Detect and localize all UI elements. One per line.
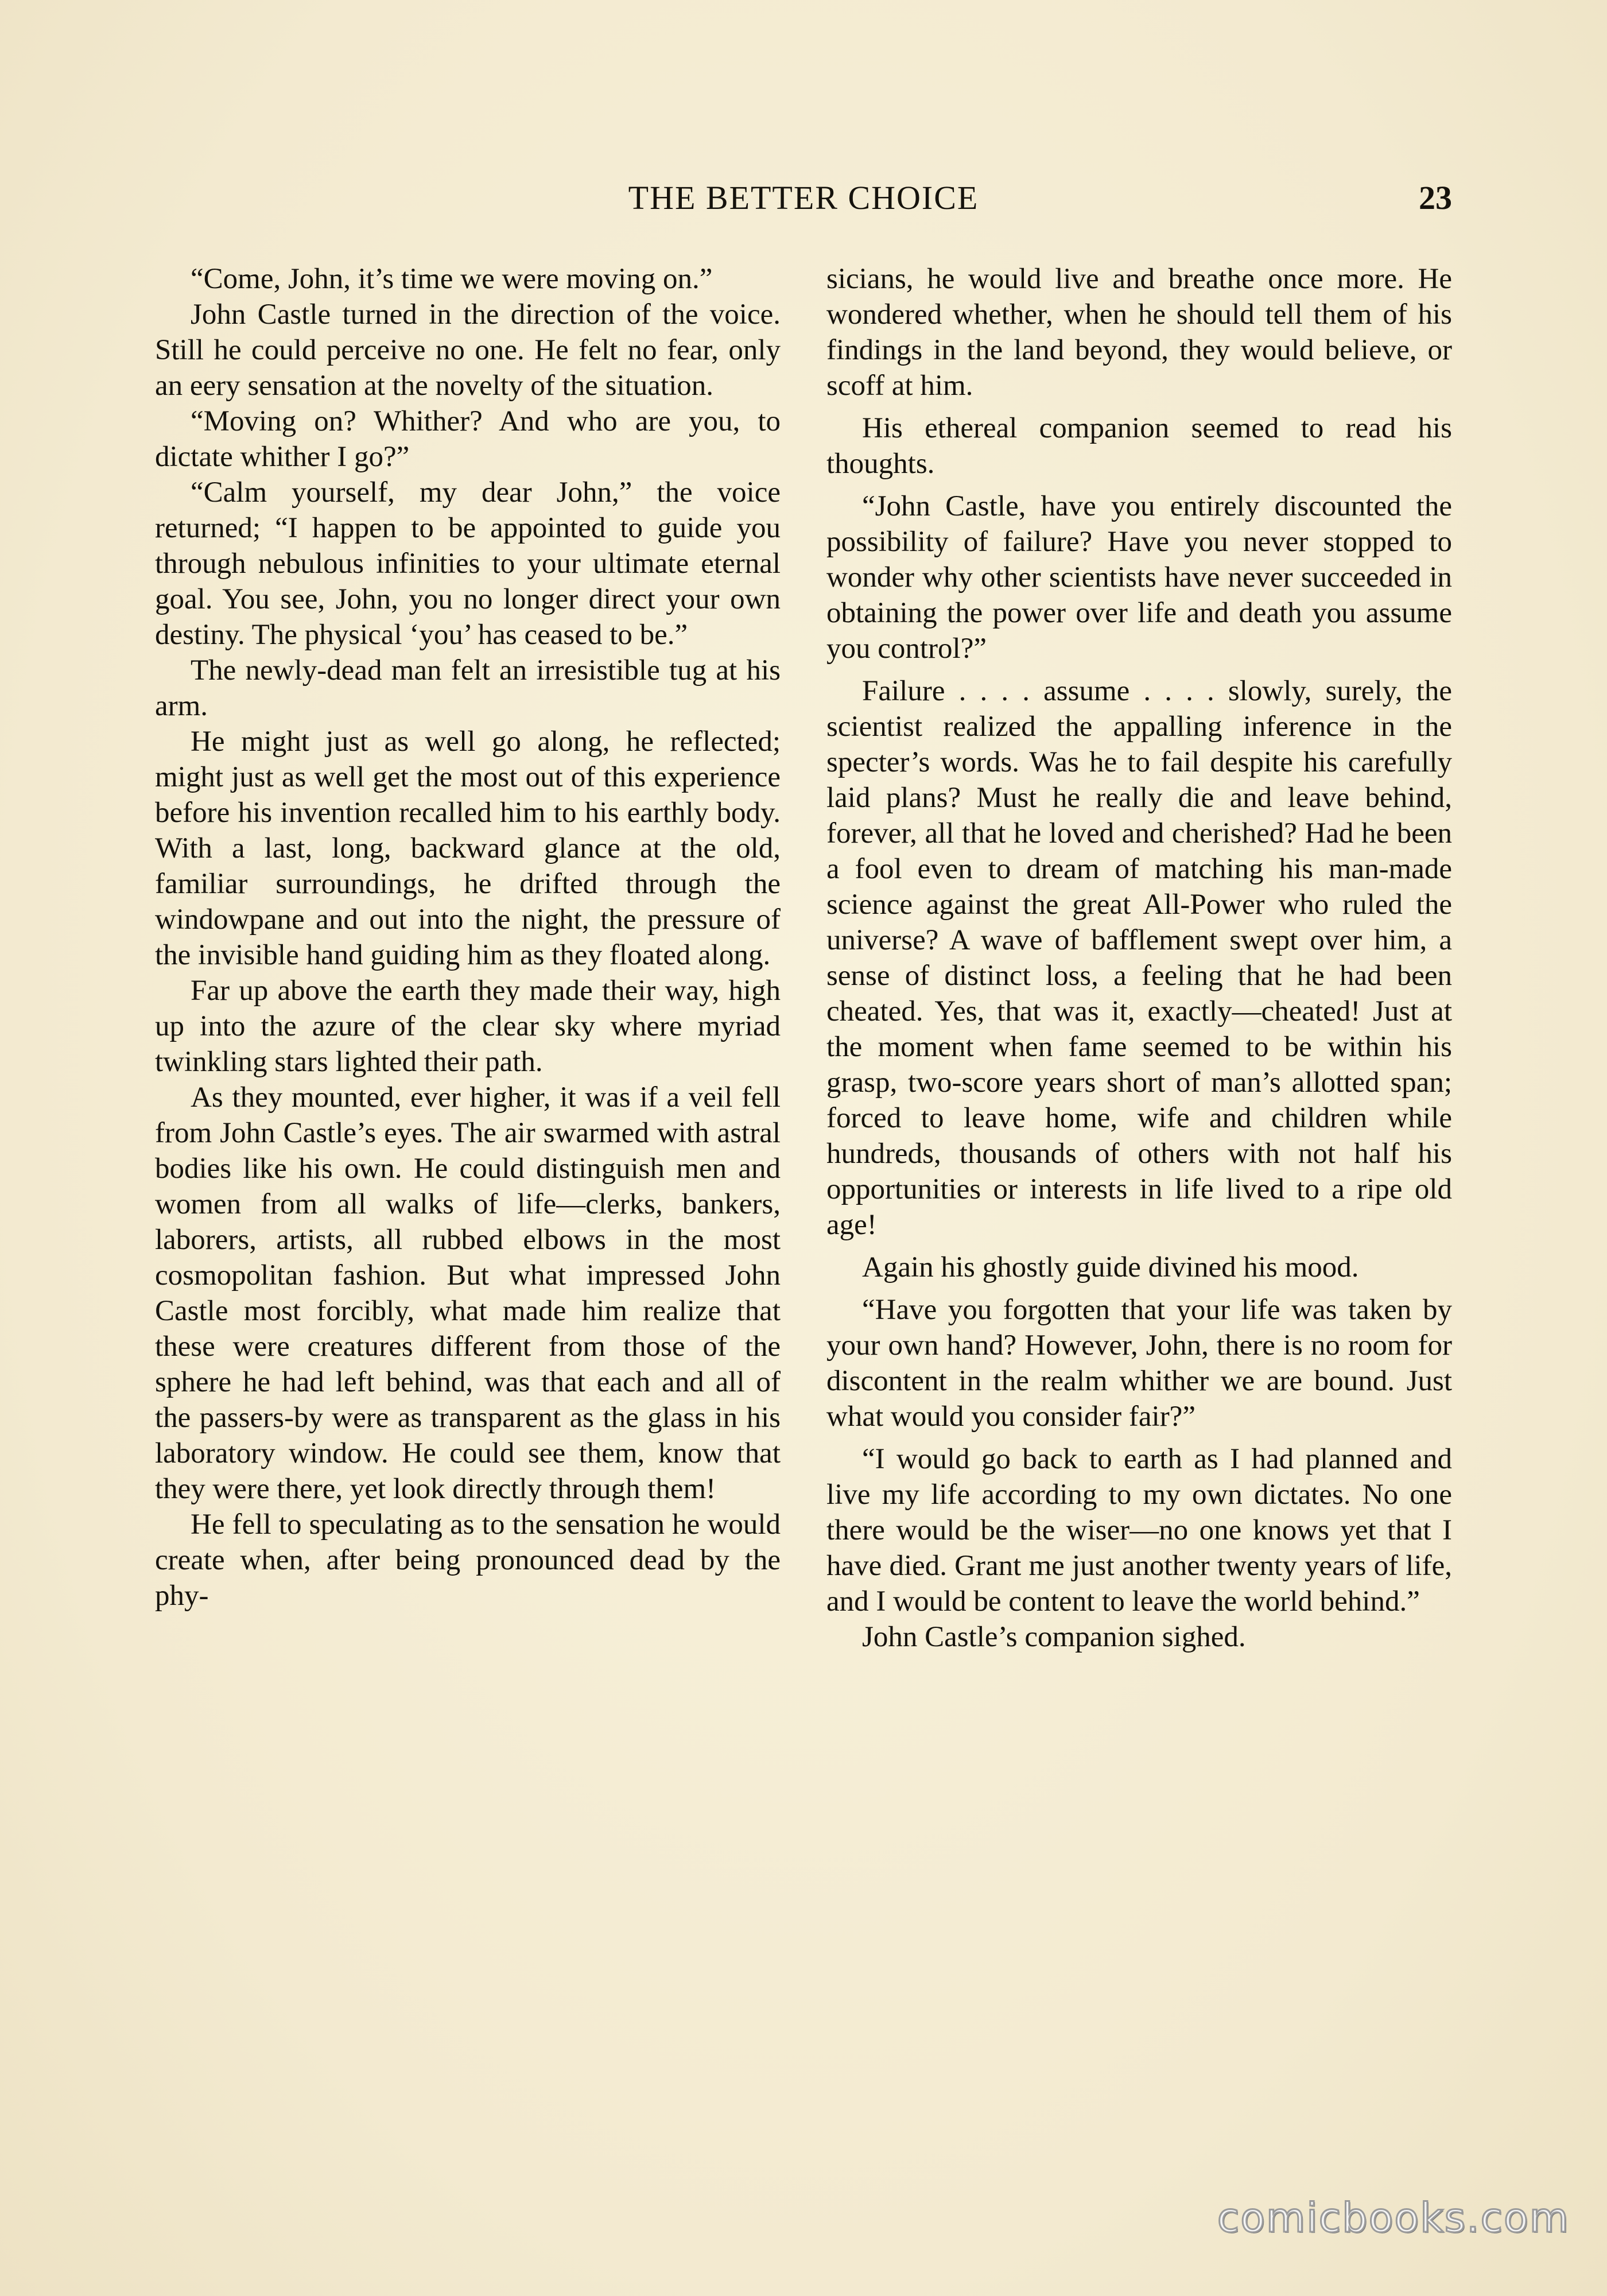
paragraph: Again his ghostly guide divined his mood. [862, 1251, 1359, 1283]
left-column [155, 261, 781, 1614]
paragraph: The newly-dead man felt an irresistible tug at his arm. [155, 654, 781, 722]
site-watermark: comicbooks.com [1217, 2194, 1570, 2241]
right-column [826, 261, 1452, 1655]
paragraph: “I would go back to earth as I had planned and live my life according to my own dictates. No one there would be the wiser—no one knows yet that I have died. Grant me just another twenty years of life, and I would be content to leave the world behind.” [826, 1443, 1452, 1618]
paragraph: He might just as well go along, he reflected; might just as well get the most out of this experience before his invention recalled him to his earthly body. With a last, long, backward glance at the old, familiar surroundings, he drifted through the windowpane and out into the night, the pressure of the invisible hand guiding him as they floated along. [155, 726, 781, 971]
paragraph: “John Castle, have you entirely discounted the possibility of failure? Have you never stopped to wonder why other scientists have never succeeded in obtaining the power over life and death you assume you control?” [826, 490, 1452, 665]
paragraph: John Castle’s companion sighed. [862, 1621, 1246, 1653]
running-head [155, 172, 1452, 224]
page-number: 23 [1419, 179, 1452, 216]
paragraph: “Calm yourself, my dear John,” the voice returned; “I happen to be appointed to guide you through nebulous infinities to your ultimate eternal goal. You see, John, you no longer direct your own destiny. The physical ‘you’ has ceased to be.” [155, 476, 781, 651]
paragraph: Failure . . . . assume . . . . slowly, surely, the scientist realized the appalling inference in the specter’s words. Was he to fail despite his carefully laid plans? Must he really die and leave behind, forever, all that he loved and cherished? Had he been a fool even to dream of matching his man-made science against the great All-Power who ruled the universe? A wave of bafflement swept over him, a sense of distinct loss, a feeling that he had been cheated. Yes, that was it, exactly—cheated! Just at the moment when fame seemed to be within his grasp, two-score years short of man’s allotted span; forced to leave home, wife and children while hundreds, thousands of others with not half his opportunities or interests in life lived to a ripe old age! [826, 675, 1452, 1241]
chapter-title: THE BETTER CHOICE [628, 179, 979, 216]
paragraph: He fell to speculating as to the sensation he would create when, after being pronounced dead by the phy- [155, 1508, 781, 1612]
paragraph: “Moving on? Whither? And who are you, to dictate whither I go?” [155, 405, 781, 473]
paragraph: His ethereal companion seemed to read his thoughts. [826, 412, 1452, 480]
paragraph: John Castle turned in the direction of the voice. Still he could perceive no one. He felt no fear, only an eery sensation at the novelty of the situation. [155, 298, 781, 402]
paragraph: “Come, John, it’s time we were moving on.” [191, 263, 713, 295]
paragraph: “Have you forgotten that your life was taken by your own hand? However, John, there is no room for discontent in the realm whither we are bound. Just what would you consider fair?” [826, 1294, 1452, 1433]
paragraph-continued: sicians, he would live and breathe once more. He wondered whether, when he should tell them of his findings in the land beyond, they would believe, or scoff at him. [826, 263, 1452, 402]
paragraph: Far up above the earth they made their way, high up into the azure of the clear sky where myriad twinkling stars lighted their path. [155, 975, 781, 1078]
paragraph: As they mounted, ever higher, it was if a veil fell from John Castle’s eyes. The air swarmed with astral bodies like his own. He could distinguish men and women from all walks of life—clerks, bankers, laborers, artists, all rubbed elbows in the most cosmopolitan fashion. But what impressed John Castle most forcibly, what made him realize that these were creatures different from those of the sphere he had left behind, was that each and all of the passers-by were as transparent as the glass in his laboratory window. He could see them, know that they were there, yet look directly through them! [155, 1081, 781, 1505]
